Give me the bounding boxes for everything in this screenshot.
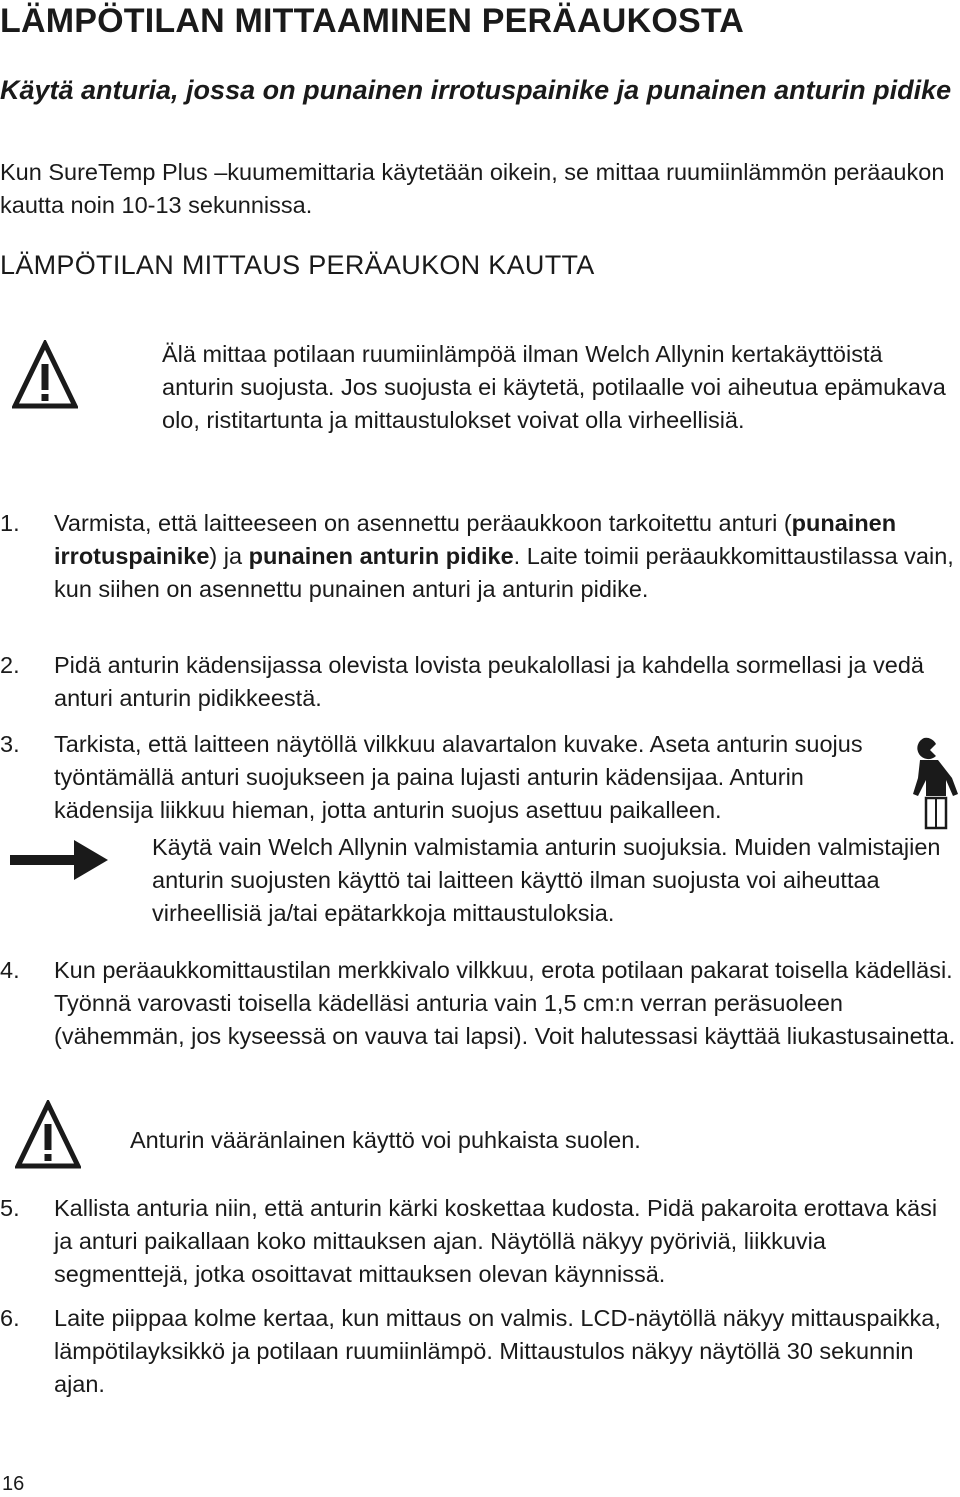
subheading: Käytä anturia, jossa on punainen irrotuspainike ja punainen anturin pidike <box>0 75 952 105</box>
list-item <box>0 649 960 719</box>
warning-text: Anturin vääränlainen käyttö voi puhkaista suolen. <box>130 1127 641 1153</box>
arrow-right-icon <box>10 838 110 882</box>
page-title: LÄMPÖTILAN MITTAAMINEN PERÄAUKOSTA <box>0 2 745 40</box>
step-number: 2. <box>0 652 20 678</box>
note-text: Käytä vain Welch Allynin valmistamia anturin suojuksia. Muiden valmistajien anturin suojusten käyttö tai laitteen käyttö ilman suojusta voi aiheuttaa virheellisiä ja/tai epätarkkoja mittaustuloksia. <box>152 834 941 926</box>
intro-paragraph: Kun SureTemp Plus –kuumemittaria käytetään oikein, se mittaa ruumiinlämmön peräaukon kautta noin 10-13 sekunnissa. <box>0 159 945 218</box>
step-number: 1. <box>0 510 20 536</box>
step-number: 6. <box>0 1305 20 1331</box>
list-item <box>0 954 960 1089</box>
lower-body-figure-icon <box>908 734 960 830</box>
warning-triangle-icon <box>15 1100 81 1170</box>
warning-triangle-icon <box>12 340 78 410</box>
emphasis: punainen irrotuspainike <box>54 510 897 569</box>
step-text: Kun peräaukkomittaustilan merkkivalo vilkkuu, erota potilaan pakarat toisella kädelläsi. Työnnä varovasti toisella kädelläsi anturia vain 1,5 cm:n verran peräsuoleen (vähemmän, jos kyseessä on vauva tai lapsi). Voit halutessasi käyttää liukastusainetta. <box>54 957 956 1049</box>
step-text: Tarkista, että laitteen näytöllä vilkkuu alavartalon kuvake. Aseta anturin suojus työntämällä anturi suojukseen ja paina lujasti anturin kädensijaa. Anturin kädensija liikkuu hieman, jotta anturin suojus asettuu paikalleen. <box>54 731 863 823</box>
list-item <box>0 1192 960 1292</box>
list-item <box>0 728 960 828</box>
step-text: Varmista, että laitteeseen on asennettu peräaukkoon tarkoitettu anturi (punainen irrotuspainike) ja punainen anturin pidike. Laite toimii peräaukkomittaustilassa vain, kun siihen on asennettu punainen anturi ja anturin pidike. <box>54 510 954 602</box>
list-item <box>0 507 960 642</box>
step-text: Pidä anturin kädensijassa olevista lovista peukalollasi ja kahdella sormellasi ja vedä anturi anturin pidikkeestä. <box>54 652 924 711</box>
step-number: 4. <box>0 957 20 983</box>
list-item <box>0 1302 960 1402</box>
step-number: 5. <box>0 1195 20 1221</box>
page-number: 16 <box>2 1473 25 1495</box>
warning-text: Älä mittaa potilaan ruumiinlämpöä ilman Welch Allynin kertakäyttöistä anturin suojusta. Jos suojusta ei käytetä, potilaalle voi aiheutua epämukava olo, ristitartunta ja mittaustulokset voivat olla virheellisiä. <box>162 341 946 433</box>
step-text: Kallista anturia niin, että anturin kärki koskettaa kudosta. Pidä pakaroita erottava käsi ja anturi paikallaan koko mittauksen ajan. Näytöllä näkyy pyöriviä, liikkuvia segmenttejä, jotka osoittavat mittauksen olevan käynnissä. <box>54 1195 938 1287</box>
emphasis: punainen anturin pidike <box>248 542 514 569</box>
step-text: Laite piippaa kolme kertaa, kun mittaus on valmis. LCD-näytöllä näkyy mittauspaikka, lämpötilayksikkö ja potilaan ruumiinlämpö. Mittaustulos näkyy näytöllä 30 sekunnin ajan. <box>54 1305 941 1397</box>
section-heading: LÄMPÖTILAN MITTAUS PERÄAUKON KAUTTA <box>0 250 595 280</box>
step-number: 3. <box>0 731 20 757</box>
